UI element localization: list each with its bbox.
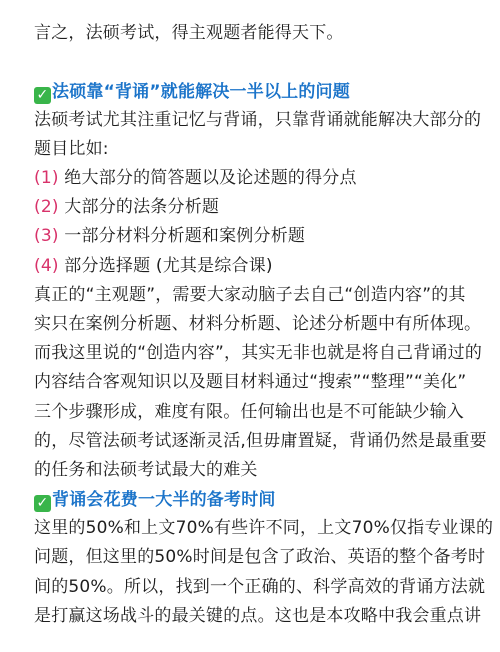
list-item xyxy=(34,195,219,219)
paragraph-line: 内容结合客观知识以及题目材料通过“搜索”“整理”“美化” xyxy=(34,372,467,392)
section-heading-1 xyxy=(34,80,350,104)
paragraph-line: 是打赢这场战斗的最关键的点。这也是本攻略中我会重点讲 xyxy=(34,606,482,626)
paragraph-line: 而我这里说的“创造内容”，其实无非也就是将自己背诵过的 xyxy=(34,343,483,363)
list-item-text: 一部分材料分析题和案例分析题 xyxy=(58,226,306,246)
paragraph-line: 的，尽管法硕考试逐渐灵活,但毋庸置疑，背诵仍然是最重要 xyxy=(34,431,487,451)
list-item xyxy=(34,224,305,248)
list-item-text: 绝大部分的简答题以及论述题的得分点 xyxy=(58,168,357,188)
list-item xyxy=(34,166,357,190)
paragraph-line: 真正的“主观题”，需要大家动脑子去自己“创造内容”的其 xyxy=(34,285,466,305)
list-item-number: (1) xyxy=(34,168,59,188)
check-mark-icon: ✓ xyxy=(34,495,51,512)
list-item-number: (2) xyxy=(34,197,59,217)
list-item-text: 部分选择题 (尤其是综合课) xyxy=(58,256,273,276)
paragraph-line: 三个步骤形成，难度有限。任何输出也是不可能缺少输入 xyxy=(34,402,464,422)
paragraph-line: 的任务和法硕考试最大的难关 xyxy=(34,460,258,480)
paragraph-line: 间的50%。所以，找到一个正确的、科学高效的背诵方法就 xyxy=(34,577,486,597)
paragraph-line: 这里的50%和上文70%有些许不同，上文70%仅指专业课的 xyxy=(34,518,494,538)
section-heading-1-text: 法硕靠“背诵”就能解决一半以上的问题 xyxy=(52,82,350,102)
list-item xyxy=(34,254,273,278)
list-item-number: (4) xyxy=(34,256,59,276)
paragraph-line: 法硕考试尤其注重记忆与背诵，只靠背诵就能解决大部分的 xyxy=(34,110,482,130)
section-heading-2 xyxy=(34,488,276,512)
list-item-number: (3) xyxy=(34,226,59,246)
paragraph-line: 言之，法硕考试，得主观题者能得天下。 xyxy=(34,23,344,43)
paragraph-line: 问题，但这里的50%时间是包含了政治、英语的整个备考时 xyxy=(34,547,486,567)
check-mark-icon: ✓ xyxy=(34,87,51,104)
paragraph-line: 题目比如: xyxy=(34,139,109,159)
section-heading-2-text: 背诵会花费一大半的备考时间 xyxy=(52,490,276,510)
list-item-text: 大部分的法条分析题 xyxy=(58,197,220,217)
paragraph-line: 实只在案例分析题、材料分析题、论述分析题中有所体现。 xyxy=(34,314,482,334)
